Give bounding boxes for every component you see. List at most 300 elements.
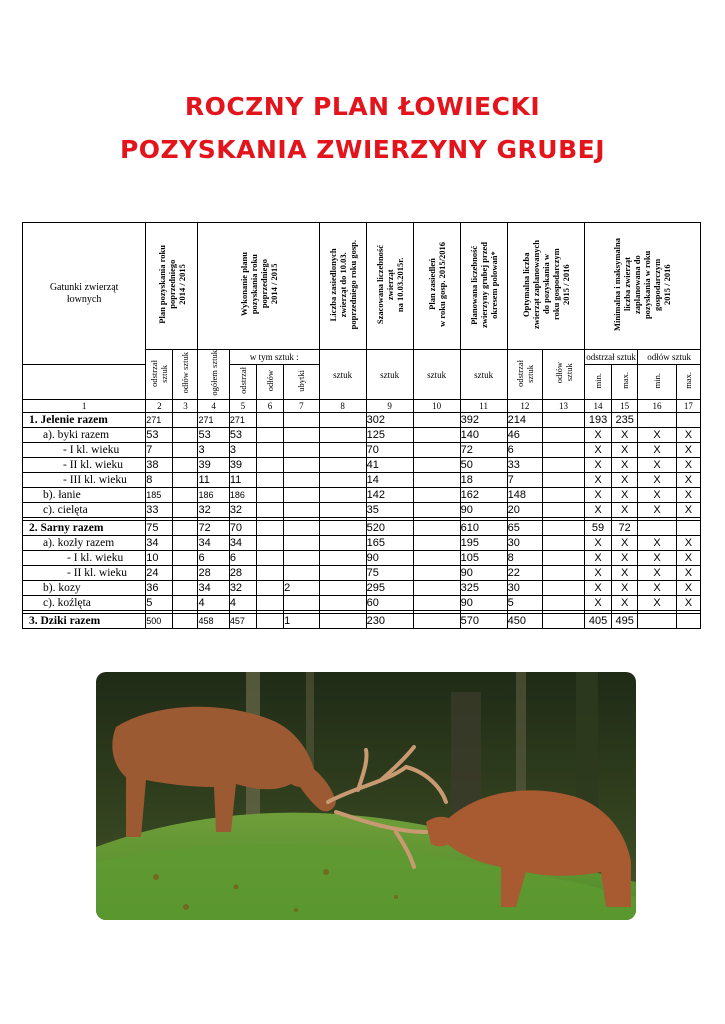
table-cell [284, 473, 320, 488]
table-cell [256, 551, 283, 566]
table-cell: 50 [460, 458, 507, 473]
table-cell [413, 488, 460, 503]
sub-c17: max. [676, 365, 700, 400]
col-number: 1 [23, 400, 146, 413]
sub-c4: ogółem sztuk [198, 350, 229, 400]
table-cell [319, 581, 366, 596]
table-cell: 30 [507, 536, 543, 551]
table-cell: X [676, 458, 700, 473]
table-cell [413, 428, 460, 443]
table-cell [413, 503, 460, 518]
table-cell: 32 [229, 503, 256, 518]
table-cell: X [612, 473, 638, 488]
table-cell: 46 [507, 428, 543, 443]
table-cell: 32 [198, 503, 229, 518]
sub-c16: min. [638, 365, 677, 400]
table-cell: 148 [507, 488, 543, 503]
table-cell [173, 413, 198, 428]
table-cell: X [676, 566, 700, 581]
table-cell: 520 [366, 521, 413, 536]
table-cell: 610 [460, 521, 507, 536]
col-number: 12 [507, 400, 543, 413]
table-cell: 53 [198, 428, 229, 443]
table-cell [256, 443, 283, 458]
table-cell [173, 488, 198, 503]
table-cell [284, 521, 320, 536]
table-row [23, 581, 701, 596]
table-cell: X [584, 458, 611, 473]
table-cell: 7 [507, 473, 543, 488]
table-cell: X [612, 596, 638, 611]
table-cell [638, 413, 677, 428]
table-cell [256, 581, 283, 596]
table-row [23, 536, 701, 551]
table-row [23, 458, 701, 473]
header-planowana: Planowana liczebność zwierzyny grubej przed okresem polowań* [460, 223, 507, 350]
table-cell [413, 473, 460, 488]
fighting-deer-photo [96, 672, 636, 920]
table-row [23, 428, 701, 443]
table-cell [284, 536, 320, 551]
sub-odstrzal-sztuk: odstrzał sztuk [584, 350, 637, 365]
sub-c6: odłów [256, 365, 283, 400]
table-cell [256, 413, 283, 428]
table-cell: 32 [229, 581, 256, 596]
header-plan-poprzedniego: Plan pozyskania roku poprzedniego 2014 / 2015 [146, 223, 198, 350]
table-cell: 230 [366, 614, 413, 629]
table-cell: 405 [584, 614, 611, 629]
table-cell [413, 443, 460, 458]
table-cell: 302 [366, 413, 413, 428]
table-cell [413, 536, 460, 551]
table-cell: 22 [507, 566, 543, 581]
table-cell: 34 [229, 536, 256, 551]
table-cell [413, 521, 460, 536]
table-cell [173, 458, 198, 473]
table-cell [173, 566, 198, 581]
table-cell [676, 521, 700, 536]
table-cell [319, 614, 366, 629]
header-gatunki: Gatunki zwierząt łownych [23, 223, 146, 365]
table-cell: 34 [146, 536, 173, 551]
table-cell: X [676, 596, 700, 611]
table-cell: 53 [229, 428, 256, 443]
table-cell: X [612, 536, 638, 551]
table-cell [173, 536, 198, 551]
table-cell [676, 413, 700, 428]
table-cell: X [638, 443, 677, 458]
table-cell: X [676, 443, 700, 458]
table-cell: X [584, 566, 611, 581]
table-cell: 3 [198, 443, 229, 458]
table-cell: X [638, 428, 677, 443]
table-cell: 6 [507, 443, 543, 458]
table-cell [284, 551, 320, 566]
table-cell [413, 551, 460, 566]
table-cell [173, 428, 198, 443]
table-cell [256, 458, 283, 473]
col-number: 10 [413, 400, 460, 413]
table-cell: 6 [198, 551, 229, 566]
table-cell [284, 596, 320, 611]
col-number: 11 [460, 400, 507, 413]
table-cell: 6 [229, 551, 256, 566]
table-cell: 495 [612, 614, 638, 629]
table-cell [319, 428, 366, 443]
table-cell: 186 [229, 488, 256, 503]
table-cell: X [676, 503, 700, 518]
table-cell: 60 [366, 596, 413, 611]
table-cell [284, 428, 320, 443]
sub-c14: min. [584, 365, 611, 400]
col-number: 4 [198, 400, 229, 413]
sub-c13: odłów sztuk [543, 350, 585, 400]
header-minmax: Minimalna i maksymalna liczba zwierząt zaplanowana do pozyskania w roku gospodarczym 2015 / 2016 [584, 223, 700, 350]
table-row [23, 596, 701, 611]
table-cell: 185 [146, 488, 173, 503]
table-cell [173, 521, 198, 536]
table-cell: X [584, 581, 611, 596]
title-line-2: POZYSKANIA ZWIERZYNY GRUBEJ [119, 135, 606, 164]
table-cell [256, 614, 283, 629]
table-cell: X [676, 473, 700, 488]
header-szacowana: Szacowana liczebność zwierząt na 10.03.2015r. [366, 223, 413, 350]
sub-c11: sztuk [460, 350, 507, 400]
table-cell: 3 [229, 443, 256, 458]
sub-c2: odstrzał sztuk [146, 350, 173, 400]
table-cell [319, 413, 366, 428]
table-cell [319, 443, 366, 458]
table-cell [173, 596, 198, 611]
row-label: 3. Dziki razem [23, 614, 146, 629]
table-cell: 75 [146, 521, 173, 536]
table-cell: X [584, 503, 611, 518]
table-cell: 70 [366, 443, 413, 458]
table-cell [543, 503, 585, 518]
table-cell [543, 473, 585, 488]
table-cell: 214 [507, 413, 543, 428]
row-label: - III kl. wieku [23, 473, 146, 488]
table-cell: 70 [229, 521, 256, 536]
table-cell [319, 536, 366, 551]
table-cell: 11 [198, 473, 229, 488]
row-label: b). łanie [23, 488, 146, 503]
table-cell: 36 [146, 581, 173, 596]
table-cell: X [638, 596, 677, 611]
table-cell: 271 [229, 413, 256, 428]
table-cell [319, 488, 366, 503]
table-cell [256, 596, 283, 611]
table-cell [173, 473, 198, 488]
col-number: 17 [676, 400, 700, 413]
table-row [23, 614, 701, 629]
col-number: 16 [638, 400, 677, 413]
table-cell: 8 [146, 473, 173, 488]
table-cell [543, 443, 585, 458]
table-cell: 90 [366, 551, 413, 566]
header-plan-zasiedlen: Plan zasiedleń w roku gosp. 2015/2016 [413, 223, 460, 350]
row-label: - II kl. wieku [23, 566, 146, 581]
table-cell [319, 503, 366, 518]
table-cell: 140 [460, 428, 507, 443]
table-cell: X [676, 551, 700, 566]
table-cell: 165 [366, 536, 413, 551]
table-cell [543, 566, 585, 581]
table-cell: X [584, 428, 611, 443]
table-cell: 59 [584, 521, 611, 536]
table-cell [173, 503, 198, 518]
table-cell: 38 [146, 458, 173, 473]
sub-c8: sztuk [319, 350, 366, 400]
table-cell [173, 551, 198, 566]
table-cell [543, 536, 585, 551]
table-cell [638, 521, 677, 536]
table-cell: X [584, 596, 611, 611]
row-label: 1. Jelenie razem [23, 413, 146, 428]
table-cell: 39 [229, 458, 256, 473]
table-cell: 570 [460, 614, 507, 629]
table-cell [413, 581, 460, 596]
table-cell: 72 [198, 521, 229, 536]
table-cell: 10 [146, 551, 173, 566]
table-cell [319, 473, 366, 488]
table-cell [173, 443, 198, 458]
table-cell [319, 521, 366, 536]
table-cell [413, 458, 460, 473]
table-cell [543, 458, 585, 473]
table-cell: 235 [612, 413, 638, 428]
table-cell: X [676, 428, 700, 443]
col-number: 14 [584, 400, 611, 413]
table-cell: 193 [584, 413, 611, 428]
table-cell: X [584, 551, 611, 566]
table-cell: 65 [507, 521, 543, 536]
table-cell [543, 614, 585, 629]
col-number: 5 [229, 400, 256, 413]
table-cell [256, 521, 283, 536]
sub-c10: sztuk [413, 350, 460, 400]
table-cell: X [638, 581, 677, 596]
row-label: - I kl. wieku [23, 443, 146, 458]
table-cell [676, 614, 700, 629]
col-number: 7 [284, 400, 320, 413]
hunting-plan-table [22, 222, 701, 629]
table-cell [319, 566, 366, 581]
table-cell [543, 581, 585, 596]
table-cell: X [612, 458, 638, 473]
table-cell: X [584, 473, 611, 488]
table-cell: X [676, 581, 700, 596]
row-label: 2. Sarny razem [23, 521, 146, 536]
table-cell: 500 [146, 614, 173, 629]
table-cell [173, 614, 198, 629]
table-cell: 28 [229, 566, 256, 581]
table-cell: 392 [460, 413, 507, 428]
title-line-1: ROCZNY PLAN ŁOWIECKI [184, 92, 541, 121]
sub-c3: odłów sztuk [173, 350, 198, 400]
table-cell: 2 [284, 581, 320, 596]
col-number: 8 [319, 400, 366, 413]
table-cell [284, 413, 320, 428]
table-cell: 1 [284, 614, 320, 629]
table-cell: 75 [366, 566, 413, 581]
table-cell: 34 [198, 536, 229, 551]
table-cell: X [584, 488, 611, 503]
table-cell: 90 [460, 596, 507, 611]
sub-c9: sztuk [366, 350, 413, 400]
table-cell [413, 566, 460, 581]
table-cell: 11 [229, 473, 256, 488]
table-row [23, 503, 701, 518]
table-cell: 90 [460, 566, 507, 581]
table-cell: X [676, 488, 700, 503]
sub-c12: odstrzał sztuk [507, 350, 543, 400]
table-row [23, 566, 701, 581]
table-cell: 28 [198, 566, 229, 581]
table-cell: 14 [366, 473, 413, 488]
table-cell: 90 [460, 503, 507, 518]
table-cell: 125 [366, 428, 413, 443]
table-cell [413, 614, 460, 629]
table-cell: 4 [229, 596, 256, 611]
row-label: - I kl. wieku [23, 551, 146, 566]
table-cell [319, 551, 366, 566]
table-cell: X [676, 536, 700, 551]
table-cell: 20 [507, 503, 543, 518]
table-cell: X [638, 551, 677, 566]
table-cell: X [584, 443, 611, 458]
table-cell: X [638, 458, 677, 473]
col-number: 9 [366, 400, 413, 413]
table-cell [173, 581, 198, 596]
table-row [23, 443, 701, 458]
table-cell [543, 551, 585, 566]
table-cell: X [612, 551, 638, 566]
table-cell: 39 [198, 458, 229, 473]
table-cell: 142 [366, 488, 413, 503]
table-cell: 162 [460, 488, 507, 503]
table-cell: 457 [229, 614, 256, 629]
table-cell: 18 [460, 473, 507, 488]
table-cell: X [638, 473, 677, 488]
table-cell: 271 [146, 413, 173, 428]
table-cell: X [638, 503, 677, 518]
row-label: a). kozły razem [23, 536, 146, 551]
table-cell [543, 428, 585, 443]
table-cell [256, 536, 283, 551]
table-cell: 195 [460, 536, 507, 551]
table-cell: 33 [507, 458, 543, 473]
table-cell [256, 428, 283, 443]
table-cell [319, 596, 366, 611]
table-cell: X [584, 536, 611, 551]
table-cell: 7 [146, 443, 173, 458]
col-number: 15 [612, 400, 638, 413]
row-label: - II kl. wieku [23, 458, 146, 473]
table-cell [413, 413, 460, 428]
table-cell: X [612, 566, 638, 581]
table-cell: X [612, 428, 638, 443]
table-cell [543, 413, 585, 428]
table-cell [256, 566, 283, 581]
table-cell: 72 [460, 443, 507, 458]
table-cell [413, 596, 460, 611]
table-row [23, 551, 701, 566]
table-cell [319, 458, 366, 473]
table-cell [638, 614, 677, 629]
column-numbers-row [23, 400, 701, 413]
table-row [23, 521, 701, 536]
table-row [23, 413, 701, 428]
table-cell: X [612, 581, 638, 596]
table-cell [284, 443, 320, 458]
table-cell [284, 458, 320, 473]
sub-w-tym-sztuk: w tym sztuk : [229, 350, 319, 365]
table-cell: 41 [366, 458, 413, 473]
row-label: a). byki razem [23, 428, 146, 443]
table-cell [543, 596, 585, 611]
table-cell [256, 488, 283, 503]
table-cell: X [638, 566, 677, 581]
table-row [23, 473, 701, 488]
table-cell: 271 [198, 413, 229, 428]
table-cell [284, 503, 320, 518]
table-cell [256, 473, 283, 488]
table-cell: X [638, 536, 677, 551]
row-label: c). cielęta [23, 503, 146, 518]
sub-c5: odstrzał [229, 365, 256, 400]
col-number: 2 [146, 400, 173, 413]
header-liczba-zasiedlonych: Liczba zasiedlonych zwierząt do 10.03. poprzedniego roku gosp. [319, 223, 366, 350]
table-cell: 105 [460, 551, 507, 566]
table-cell: X [612, 443, 638, 458]
table-row [23, 488, 701, 503]
table-cell: 295 [366, 581, 413, 596]
table-cell: X [612, 503, 638, 518]
sub-c15: max. [612, 365, 638, 400]
table-cell: 4 [198, 596, 229, 611]
col-number: 13 [543, 400, 585, 413]
header-wykonanie: Wykonanie planu pozyskania roku poprzedniego 2014 / 2015 [198, 223, 319, 350]
table-cell: 450 [507, 614, 543, 629]
table-cell [284, 566, 320, 581]
table-cell: 8 [507, 551, 543, 566]
header-optymalna: Optymalna liczba zwierząt zaplanowanych do pozyskania w roku gospodarczym 2015 / 2016 [507, 223, 584, 350]
col-number: 6 [256, 400, 283, 413]
row-label: b). kozy [23, 581, 146, 596]
sub-c7: ubytki [284, 365, 320, 400]
table-cell [284, 488, 320, 503]
table-cell: 30 [507, 581, 543, 596]
table-cell: 458 [198, 614, 229, 629]
table-cell: 72 [612, 521, 638, 536]
table-cell: 34 [198, 581, 229, 596]
col-number: 3 [173, 400, 198, 413]
table-cell: 5 [507, 596, 543, 611]
table-cell [543, 488, 585, 503]
sub-odlow-sztuk: odłów sztuk [638, 350, 701, 365]
table-cell: 35 [366, 503, 413, 518]
table-cell: 53 [146, 428, 173, 443]
table-cell: 325 [460, 581, 507, 596]
table-cell: 33 [146, 503, 173, 518]
table-cell: 186 [198, 488, 229, 503]
table-cell: X [638, 488, 677, 503]
table-cell: 5 [146, 596, 173, 611]
table-cell: X [612, 488, 638, 503]
table-cell [256, 503, 283, 518]
row-label: c). koźlęta [23, 596, 146, 611]
